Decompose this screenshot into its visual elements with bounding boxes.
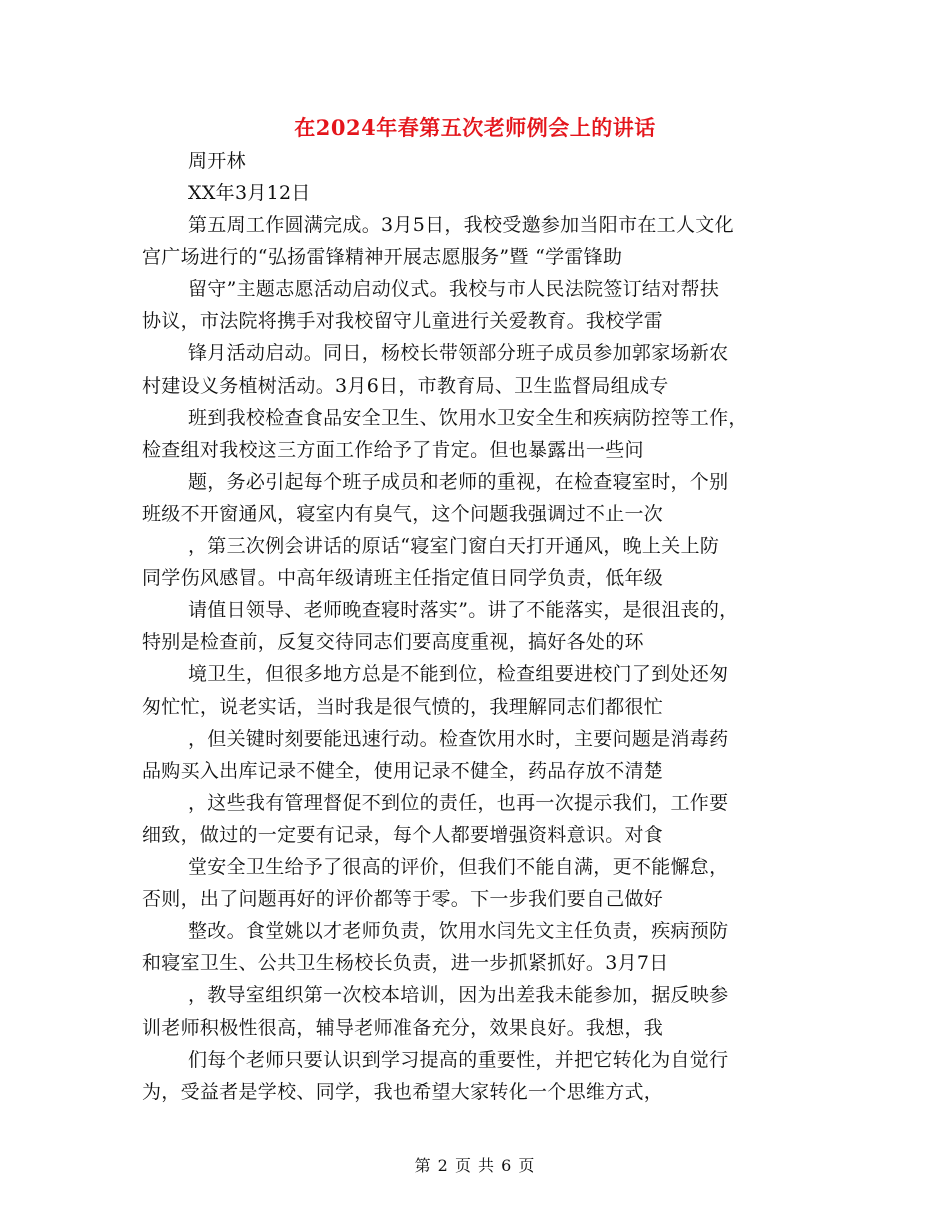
body-line: 境卫生，但很多地方总是不能到位，检查组要进校门了到处还匆 [188, 663, 729, 685]
body-line: 为，受益者是学校、同学，我也希望大家转化一个思维方式， [142, 1081, 664, 1103]
body-line: 班级不开窗通风，寝室内有臭气，这个问题我强调过不止一次 [142, 503, 664, 525]
date-line: XX年3月12日 [188, 182, 311, 204]
body-line: 否则，出了问题再好的评价都等于零。下一步我们要自己做好 [142, 888, 664, 910]
body-line: 品购买入出库记录不健全，使用记录不健全，药品存放不清楚 [142, 760, 664, 782]
body-line: ，教导室组织第一次校本培训，因为出差我未能参加，据反映参 [188, 984, 729, 1006]
body-line: 检查组对我校这三方面工作给予了肯定。但也暴露出一些问 [142, 439, 644, 461]
body-line: 协议，市法院将携手对我校留守儿童进行关爱教育。我校学雷 [142, 310, 664, 332]
body-line: 锋月活动启动。同日，杨校长带领部分班子成员参加郭家场新农 [188, 342, 729, 364]
document-title: 在2024年春第五次老师例会上的讲话 [294, 115, 656, 140]
body-line: 同学伤风感冒。中高年级请班主任指定值日同学负责，低年级 [142, 567, 664, 589]
body-line: 特别是检查前，反复交待同志们要高度重视，搞好各处的环 [142, 631, 644, 653]
body-line: 第五周工作圆满完成。3月5日，我校受邀参加当阳市在工人文化 [188, 214, 734, 236]
body-line: 们每个老师只要认识到学习提高的重要性，并把它转化为自觉行 [188, 1049, 729, 1071]
body-line: 宫广场进行的“弘扬雷锋精神开展志愿服务”暨 “学雷锋助 [142, 246, 623, 268]
body-line: ，第三次例会讲话的原话“寝室门窗白天打开通风，晚上关上防 [188, 535, 720, 557]
body-line: 留守”主题志愿活动启动仪式。我校与市人民法院签订结对帮扶 [188, 278, 720, 300]
body-line: 细致，做过的一定要有记录，每个人都要增强资料意识。对食 [142, 824, 664, 846]
body-line: ，但关键时刻要能迅速行动。检查饮用水时，主要问题是消毒药 [188, 728, 729, 750]
body-line: 村建设义务植树活动。3月6日，市教育局、卫生监督局组成专 [142, 375, 669, 397]
body-line: ，这些我有管理督促不到位的责任，也再一次提示我们，工作要 [188, 792, 729, 814]
body-line: 请值日领导、老师晚查寝时落实”。讲了不能落实，是很沮丧的， [188, 599, 739, 621]
body-line: 堂安全卫生给予了很高的评价，但我们不能自满，更不能懈怠， [188, 856, 729, 878]
body-line: 训老师积极性很高，辅导老师准备充分，效果良好。我想，我 [142, 1017, 664, 1039]
body-line: 和寝室卫生、公共卫生杨校长负责，进一步抓紧抓好。3月7日 [142, 952, 669, 974]
page-footer: 第 2 页 共 6 页 [414, 1156, 536, 1175]
body-line: 题，务必引起每个班子成员和老师的重视，在检查寝室时，个别 [188, 471, 729, 493]
body-line: 班到我校检查食品安全卫生、饮用水卫安全生和疾病防控等工作， [188, 407, 748, 429]
author-line: 周开林 [188, 150, 246, 172]
body-line: 整改。食堂姚以才老师负责，饮用水闫先文主任负责，疾病预防 [188, 920, 729, 942]
body-line: 匆忙忙，说老实话，当时我是很气愤的，我理解同志们都很忙 [142, 696, 664, 718]
